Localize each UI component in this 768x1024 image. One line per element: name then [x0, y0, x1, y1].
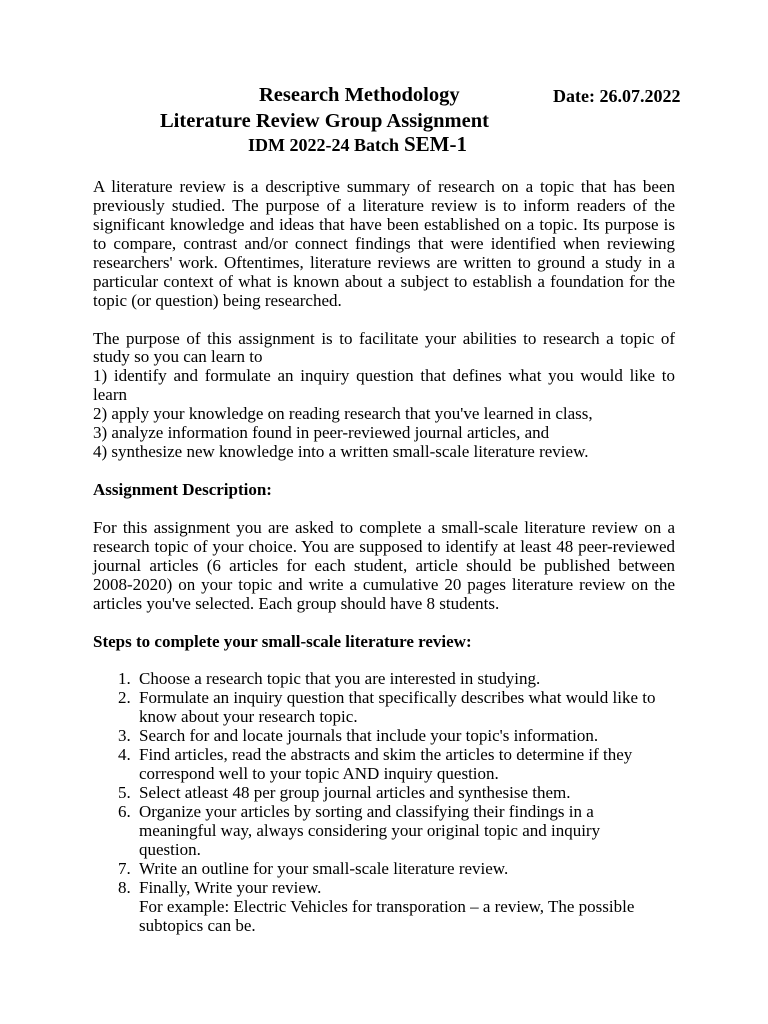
list-item-line: Choose a research topic that you are interested in studying. [139, 669, 541, 689]
list-item-line: know about your research topic. [139, 707, 358, 727]
batch-semester-line [248, 134, 467, 156]
paragraph-line: articles you've selected. Each group should have 8 students. [93, 593, 500, 613]
list-item-line: Organize your articles by sorting and classifying their findings in a [139, 801, 594, 821]
course-title: Research Methodology [259, 84, 460, 106]
assignment-description-heading: Assignment Description: [93, 480, 272, 499]
paragraph-line: previously studied. The purpose of a literature review is to inform readers of the [93, 195, 675, 215]
paragraph-line: 2008-2020) on your topic and write a cumulative 20 pages literature review on the [93, 574, 675, 594]
list-item-line: Formulate an inquiry question that specifically describes what would like to [139, 688, 656, 708]
list-item-line: question. [139, 839, 201, 859]
list-item-line: Select atleast 48 per group journal articles and synthesise them. [139, 783, 571, 802]
paragraph-line: A literature review is a descriptive summary of research on a topic that has been [93, 177, 675, 196]
list-item [93, 879, 675, 936]
list-item-line: For example: Electric Vehicles for transporation – a review, The possible [139, 896, 635, 916]
assignment-title: Literature Review Group Assignment [160, 110, 489, 132]
list-item [93, 670, 675, 689]
purpose-point-line: 3) analyze information found in peer-reviewed journal articles, and [93, 423, 550, 443]
list-item-line: Write an outline for your small-scale literature review. [139, 858, 509, 878]
paragraph-line: significant knowledge and ideas that have been established on a topic. Its purpose is [93, 214, 675, 234]
list-item-number: 6. [118, 801, 131, 821]
list-item [93, 803, 675, 860]
list-item [93, 860, 675, 879]
steps-list [93, 670, 675, 935]
paragraph-line: researchers' work. Oftentimes, literature reviews are written to ground a study in a [93, 252, 675, 272]
purpose-point-line: 4) synthesize new knowledge into a written small-scale literature review. [93, 442, 589, 462]
list-item-line: correspond well to your topic AND inquiry question. [139, 764, 499, 784]
list-item-line: meaningful way, always considering your original topic and inquiry [139, 820, 601, 840]
list-item-number: 1. [118, 669, 131, 689]
purpose-paragraph [93, 330, 675, 463]
paragraph-line: topic (or question) being researched. [93, 290, 342, 310]
list-item-number: 3. [118, 726, 131, 746]
purpose-point-line: 2) apply your knowledge on reading research that you've learned in class, [93, 404, 593, 424]
list-item-number: 2. [118, 688, 131, 708]
paragraph-line: to compare, contrast and/or connect findings that were identified when reviewing [93, 233, 675, 253]
list-item-line: subtopics can be. [139, 915, 256, 935]
list-item [93, 727, 675, 746]
batch-label: IDM 2022-24 Batch [248, 135, 399, 155]
list-item-number: 5. [118, 783, 131, 802]
paragraph-line: journal articles (6 articles for each student, article should be published between [93, 555, 675, 575]
assignment-description-paragraph [93, 519, 675, 614]
list-item [93, 689, 675, 727]
purpose-point-line: 1) identify and formulate an inquiry question that defines what you would like to [93, 366, 675, 386]
paragraph-line: particular context of what is known about a subject to establish a foundation for the [93, 271, 675, 291]
paragraph-line: research topic of your choice. You are supposed to identify at least 48 peer-reviewed [93, 536, 675, 556]
list-item-line: Search for and locate journals that include your topic's information. [139, 726, 599, 746]
list-item-number: 7. [118, 858, 131, 878]
list-item-line: Find articles, read the abstracts and skim the articles to determine if they [139, 745, 633, 765]
steps-heading: Steps to complete your small-scale literature review: [93, 631, 472, 651]
semester-label: SEM-1 [404, 132, 467, 156]
list-item [93, 784, 675, 803]
list-item-number: 8. [118, 877, 131, 897]
list-item [93, 746, 675, 784]
paragraph-line: study so you can learn to [93, 347, 263, 367]
purpose-point-line: learn [93, 385, 127, 405]
document-date: Date: 26.07.2022 [553, 86, 681, 106]
paragraph-line: For this assignment you are asked to complete a small-scale literature review on a [93, 517, 675, 537]
list-item-line: Finally, Write your review. [139, 877, 322, 897]
document-body [93, 178, 675, 936]
intro-paragraph [93, 178, 675, 311]
list-item-number: 4. [118, 745, 131, 765]
paragraph-line: The purpose of this assignment is to facilitate your abilities to research a topic of [93, 328, 675, 348]
